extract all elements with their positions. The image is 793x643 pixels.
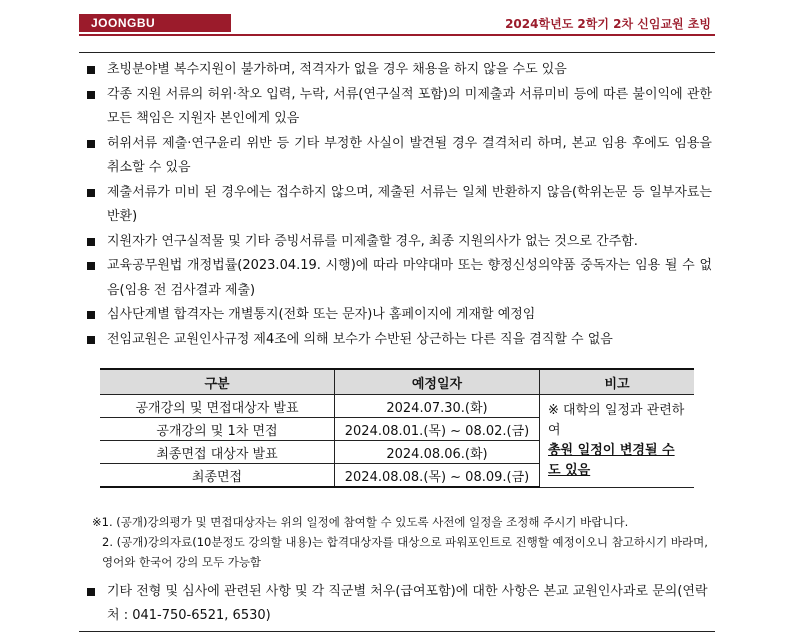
square-bullet-icon	[87, 311, 95, 319]
schedule-item: 최종면접	[100, 464, 335, 488]
schedule-item: 공개강의 및 면접대상자 발표	[100, 395, 335, 418]
schedule-table	[100, 368, 694, 488]
list-item: 초빙분야별 복수지원이 불가하며, 적격자가 없을 경우 채용을 하지 않을 수도 있음	[87, 58, 712, 83]
list-item: 허위서류 제출·연구윤리 위반 등 기타 부정한 사실이 발견될 경우 결격처리 하며, 본교 임용 후에도 임용을 취소할 수 있음	[87, 132, 712, 181]
footnote-2: 2. (공개)강의자료(10분정도 강의할 내용)는 합격대상자를 대상으로 파워포인트로 진행할 예정이오니 참고하시기 바라며, 영어와 한국어 강의 모두 가능함	[102, 535, 708, 569]
square-bullet-icon	[87, 262, 95, 270]
schedule-date: 2024.08.01.(목) ~ 08.02.(금)	[335, 418, 540, 441]
page-header	[79, 14, 715, 48]
table-row	[100, 395, 694, 418]
list-item: 지원자가 연구실적물 및 기타 증빙서류를 미제출할 경우, 최종 지원의사가 없는 것으로 간주함.	[87, 230, 712, 255]
footnotes	[92, 512, 712, 572]
column-header-date: 예정일자	[335, 369, 540, 395]
list-item: 각종 지원 서류의 허위·착오 입력, 누락, 서류(연구실적 포함)의 미제출과 서류미비 등에 따른 불이익에 관한 모든 책임은 지원자 본인에게 있음	[87, 83, 712, 132]
square-bullet-icon	[87, 588, 95, 596]
notice-list	[87, 58, 712, 352]
square-bullet-icon	[87, 336, 95, 344]
section-rule-top	[79, 52, 715, 53]
schedule-item: 최종면접 대상자 발표	[100, 441, 335, 464]
university-brand: JOONGBU UNIVERSITY	[79, 14, 231, 32]
contact-text: 기타 전형 및 심사에 관련된 사항 및 각 직군별 처우(급여포함)에 대한 사항은 본교 교원인사과로 문의(연락처 : 041-750-6521, 6530)	[107, 584, 708, 623]
column-header-category: 구분	[100, 369, 335, 395]
square-bullet-icon	[87, 140, 95, 148]
closing-list	[87, 580, 712, 628]
list-item: 제출서류가 미비 된 경우에는 접수하지 않으며, 제출된 서류는 일체 반환하지 않음(학위논문 등 일부자료는 반환)	[87, 181, 712, 230]
document-title: 2024학년도 2학기 2차 신임교원 초빙	[505, 17, 711, 31]
schedule-note	[540, 395, 695, 488]
list-item	[87, 580, 712, 628]
schedule-date: 2024.08.08.(목) ~ 08.09.(금)	[335, 464, 540, 488]
schedule-item: 공개강의 및 1차 면접	[100, 418, 335, 441]
note-emphasis: 총원 일정이 변경될 수도 있음	[548, 442, 675, 478]
list-item: 전임교원은 교원인사규정 제4조에 의해 보수가 수반된 상근하는 다른 직을 겸직할 수 없음	[87, 328, 712, 353]
header-rule	[79, 34, 715, 36]
list-item: 심사단계별 합격자는 개별통지(전화 또는 문자)나 홈페이지에 게재할 예정임	[87, 303, 712, 328]
note-prefix: ※ 대학의 일정과 관련하여	[548, 402, 685, 438]
column-header-remarks: 비고	[540, 369, 695, 395]
square-bullet-icon	[87, 189, 95, 197]
list-item: 교육공무원법 개정법률(2023.04.19. 시행)에 따라 마약대마 또는 향정신성의약품 중독자는 임용 될 수 없음(임용 전 검사결과 제출)	[87, 254, 712, 303]
table-header-row	[100, 369, 694, 395]
schedule-date: 2024.08.06.(화)	[335, 441, 540, 464]
square-bullet-icon	[87, 66, 95, 74]
footnote-1: ※1. (공개)강의평가 및 면접대상자는 위의 일정에 참여할 수 있도록 사전에 일정을 조정해 주시기 바랍니다.	[92, 515, 629, 529]
schedule-date: 2024.07.30.(화)	[335, 395, 540, 418]
footer-rule	[79, 631, 715, 632]
square-bullet-icon	[87, 91, 95, 99]
square-bullet-icon	[87, 238, 95, 246]
